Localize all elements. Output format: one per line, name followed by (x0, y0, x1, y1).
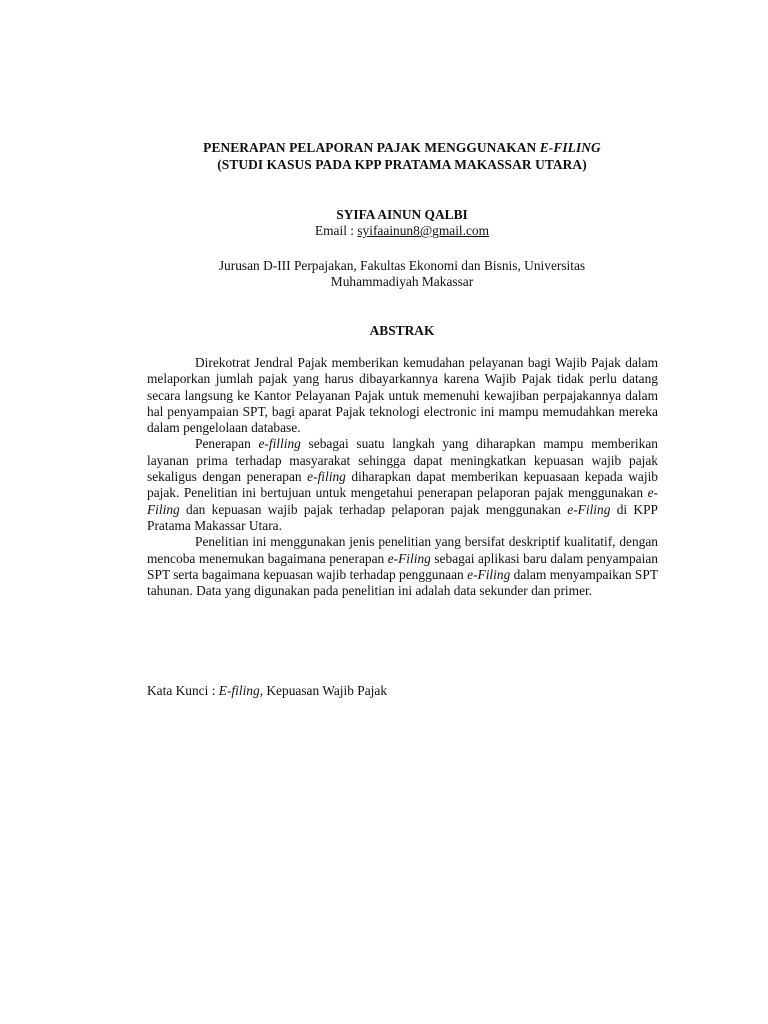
paper-title-line-2: (STUDI KASUS PADA KPP PRATAMA MAKASSAR UTARA) (217, 157, 587, 172)
text-span: sebagai suatu langkah yang diharapkan mampu memberikan layanan prima terhadap masyarakat sehingga dapat meningkatkan kepuasan wajib pajak sekaligus dengan penerapan (147, 436, 658, 485)
text-span: Penelitian ini menggunakan jenis penelitian yang bersifat deskriptif kualitatif, dengan mencoba menemukan bagaimana penerapan (147, 534, 658, 566)
title-text: PENERAPAN PELAPORAN PAJAK MENGGUNAKAN (203, 140, 540, 155)
keywords-label: Kata Kunci : (147, 683, 219, 698)
text-span: dan kepuasan wajib pajak terhadap pelaporan pajak menggunakan (179, 501, 568, 517)
author-email-line (18, 222, 768, 239)
text-span: di KPP Pratama Makassar Utara. (147, 501, 658, 533)
affiliation-line-1: Jurusan D-III Perpajakan, Fakultas Ekonomi dan Bisnis, Universitas (218, 258, 586, 273)
italic-term: e-Filing (147, 485, 658, 517)
keyword-italic: E-filing (218, 683, 260, 698)
title-italic-term: E-FILING (539, 140, 601, 155)
abstract-paragraph-3 (147, 534, 658, 599)
text-span: Penerapan (195, 436, 259, 452)
abstract-heading: ABSTRAK (369, 323, 435, 338)
text-span: diharapkan dapat memberikan kepuasaan kepada wajib pajak. Penelitian ini bertujuan untuk mengetahui penerapan pelaporan pajak menggunakan (147, 469, 658, 501)
email-link[interactable]: syifaainun8@gmail.com (357, 223, 490, 238)
author-name: SYIFA AINUN QALBI (336, 207, 468, 222)
keywords-rest: , Kepuasan Wajib Pajak (259, 683, 388, 698)
abstract-paragraph-2 (147, 436, 658, 534)
abstract-paragraph-1: Direkotrat Jendral Pajak memberikan kemudahan pelayanan bagi Wajib Pajak dalam melaporkan jumlah pajak yang harus dibayarkannya karena Wajib Pajak tidak perlu datang secara langsung ke Kantor Pelayanan Pajak untuk memenuhi kewajiban perpajakannya dalam hal penyampaian SPT, bagi aparat Pajak teknologi electronic ini mampu memudahkan mereka dalam pengelolaan database. (147, 355, 658, 436)
italic-term: e-filing (307, 469, 346, 485)
italic-term: e-filling (258, 436, 301, 452)
italic-term: e-Filing (467, 566, 511, 582)
paper-title-line-1 (18, 139, 768, 156)
email-label: Email : (314, 223, 358, 238)
text-span: dalam menyampaikan SPT tahunan. Data yang digunakan pada penelitian ini adalah data sekunder dan primer. (147, 566, 658, 599)
affiliation-line-2: Muhammadiyah Makassar (330, 274, 474, 289)
text-span: sebagai aplikasi baru dalam penyampaian SPT serta bagaimana kepuasan wajib terhadap penggunaan (147, 550, 658, 582)
abstract-body (147, 355, 658, 599)
italic-term: e-Filing (387, 550, 431, 566)
keywords-line (147, 682, 387, 699)
italic-term: e-Filing (567, 501, 611, 517)
